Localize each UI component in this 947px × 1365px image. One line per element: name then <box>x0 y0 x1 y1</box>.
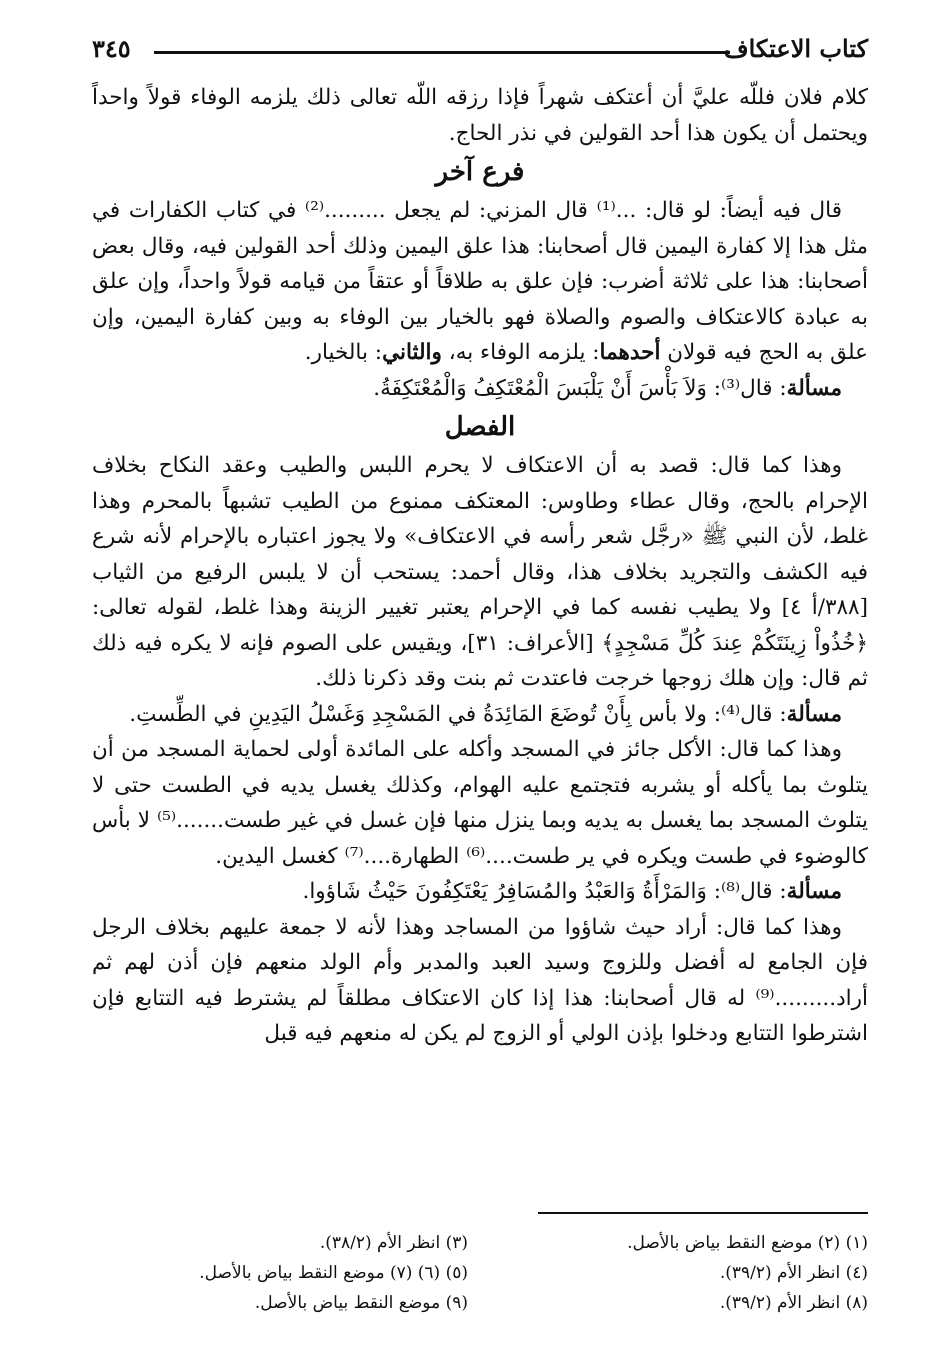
section-heading-far-akhar: فرع آخر <box>435 157 525 187</box>
bold-term-ahaduhuma: أحدهما <box>599 340 661 365</box>
paragraph-continuation: كلام فلان فللّه عليَّ أن أعتكف شهراً فإذا رزقه اللّه تعالى ذلك يلزمه الوفاء قولاً واحداً ويحتمل أن يكون هذا أحد القولين في نذر الحاج. <box>92 85 868 146</box>
paragraph-alfasl: وهذا كما قال: قصد به أن الاعتكاف لا يحرم اللبس والطيب وعقد النكاح بخلاف الإحرام بالحج، وقال عطاء وطاوس: المعتكف ممنوع من الطيب تشبهاً بالمحرم وهذا غلط، لأن النبي ﷺ «رجَّل شعر رأسه في الاعتكاف» ولا يجوز اعتباره بالإحرام لأنه شرع فيه الكشف والتجريد بخلاف هذا، وقال أحمد: يستحب أن لا يلبس الرفيع من الثياب [٣٨٨/أ ٤] ولا يطيب نفسه كما في الإحرام يعتبر تغيير الزينة وهذا غلط، لقوله تعالى: ﴿خُذُواْ زِينَتَكُمْ عِندَ كُلِّ مَسْجِدٍ﴾ [الأعراف: ٣١]، ويقيس على الصوم فإنه لا يكره فيه ذلك ثم قال: وإن هلك زوجها خرجت فاعتدت ثم بنت وقد ذكرنا ذلك. <box>92 453 868 691</box>
paragraph-text: : بالخيار. <box>304 340 383 365</box>
chapter-title: كتاب الاعتكاف <box>723 34 868 63</box>
paragraph-where-they-wish: وهذا كما قال: أراد حيث شاؤوا من المساجد وهذا لأنه لا جمعة عليهم بخلاف الرجل فإن الجامع له أفضل وللزوج وسيد العبد والمدبر وأم الولد منعهم فإن أذن لهم ثم أراد.........⁽⁹⁾ له قال أصحابنا: هذا إذا كان الاعتكاف مطلقاً لم يشترط فيه التتابع فإن اشترطوا التتابع ودخلوا بإذن الولي أو الزوج لم يكن له منعهم فيه قبل <box>92 914 868 1046</box>
footnote: (١) (٢) موضع النقط بياض بالأصل. <box>627 1233 868 1253</box>
footnote-grid <box>92 1230 868 1317</box>
masala-text: : قال⁽⁴⁾: ولا بأس بِأَنْ تُوضَعَ المَائِدَةُ في المَسْجِدِ وَغَسْلُ اليَدِينِ في الطِّستِ. <box>129 701 787 727</box>
footnote: (٩) موضع النقط بياض بالأصل. <box>254 1293 468 1313</box>
section-heading-alfasl: الفصل <box>444 412 516 442</box>
footnote: (٨) انظر الأم (٣٩/٢). <box>719 1293 868 1313</box>
bold-term-althani: والثاني <box>382 340 442 365</box>
paragraph-text: قال فيه أيضاً: لو قال: ...⁽¹⁾ قال المزني: لم يجعل .........⁽²⁾ في كتاب الكفارات في مثل هذا إلا كفارة اليمين قال أصحابنا: هذا علق اليمين وذلك أحد القولين فيه، وقال بعض أصحابنا: هذا على ثلاثة أضرب: فإن علق به طلاقاً أو عتقاً من قيامه قولاً واحداً، وإن علق به عبادة كالاعتكاف والصوم والصلاة فهو بالخيار بين الوفاء به وبين كفارة اليمين، وإن علق به الحج فيه قولان <box>92 198 868 365</box>
footnote-rule <box>538 1212 868 1214</box>
header-rule <box>154 51 730 54</box>
footnote: (٥) (٦) (٧) موضع النقط بياض بالأصل. <box>199 1263 468 1283</box>
running-header <box>92 34 868 68</box>
page-number: ٣٤٥ <box>92 34 131 63</box>
masala-label: مسألة <box>786 701 842 727</box>
masala-1 <box>92 371 868 407</box>
masala-3 <box>92 874 868 910</box>
masala-label: مسألة <box>786 879 842 904</box>
masala-text: : قال⁽⁸⁾: وَالمَرْأَةُ وَالعَبْدُ والمُسَافِرُ يَعْتَكِفُونَ حَيْثُ شَاؤوا. <box>302 879 787 904</box>
masala-text: : قال⁽³⁾: وَلاَ بَأْسَ أَنْ يَلْبَسَ الْمُعْتَكِفُ وَالْمُعْتَكِفَةُ. <box>373 375 787 401</box>
footnote: (٣) انظر الأم (٣٨/٢). <box>319 1233 468 1253</box>
main-text <box>92 80 868 1052</box>
paragraph-eating-in-mosque: وهذا كما قال: الأكل جائز في المسجد وأكله على المائدة أولى لحماية المسجد من أن يتلوث بما يأكله أو يشربه فتجتمع عليه الهوام، وكذلك يغسل يديه في الطست حتى لا يتلوث المسجد بما يغسل به يديه وبما ينزل منها فإن غسل في غير طست.......⁽⁵⁾ لا بأس كالوضوء في طست ويكره في ير طست....⁽⁶⁾ الطهارة....⁽⁷⁾ كغسل اليدين. <box>92 737 868 869</box>
paragraph-text: : يلزمه الوفاء به، <box>448 340 600 365</box>
paragraph-far-akhar <box>92 193 868 371</box>
masala-2 <box>92 697 868 733</box>
footnote: (٤) انظر الأم (٣٩/٢). <box>719 1263 868 1283</box>
masala-label: مسألة <box>786 375 842 401</box>
